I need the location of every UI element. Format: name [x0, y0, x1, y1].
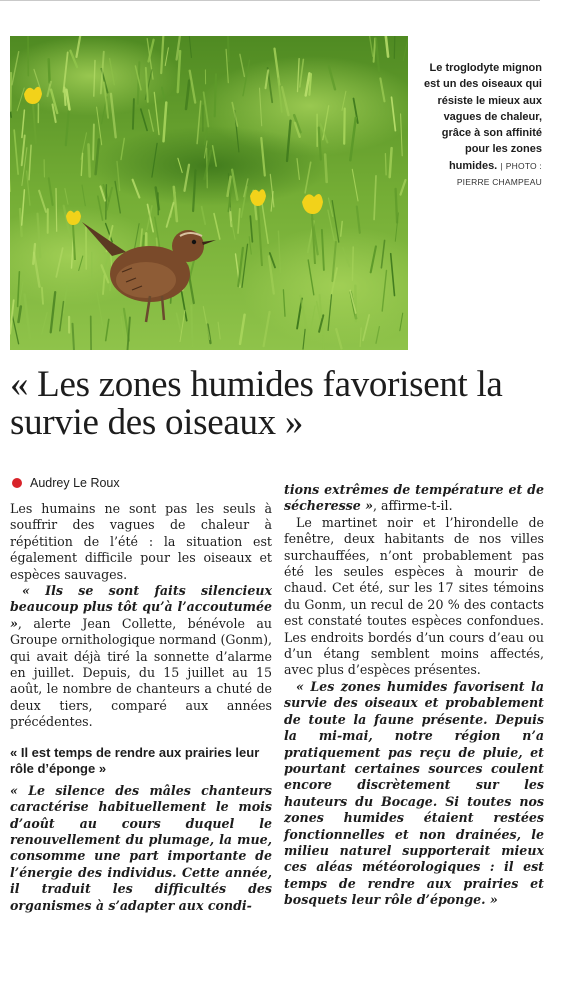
- left-column: [10, 474, 272, 914]
- quote-text: tions extrêmes de température et de sécheresse »: [284, 482, 544, 514]
- paragraph-quote-collette: [10, 583, 272, 731]
- quote-text: « Les zones humides favorisent la survie des oiseaux et probablement de toute la faune présente. Depuis la mi-mai, notre région n’a pratiquement pas reçu de pluie, et pourtant certaines sources coulent encore discrètement sur les hauteurs du Bocage. Si toutes nos zones humides étaient restées fonctionnelles et non drainées, le milieu naturel supporterait mieux ces aléas météorologiques : il est temps de rendre aux prairies et bosquets leur rôle d’éponge. »: [284, 678, 544, 908]
- right-column: [284, 482, 544, 909]
- subheading: « Il est temps de rendre aux prairies leur rôle d’éponge »: [10, 744, 260, 776]
- paragraph-martinet: Le martinet noir et l’hirondelle de fenêtre, deux habitants de nos villes surchauffées, n’ont probablement pas été les seules espèces à mourir de chaud. Cet été, sur les 17 sites témoins du Gonm, un recul de 20 % des contacts est constaté toutes espèces confondues. Les endroits bordés d’un cours d’eau ou d’un étang semblent moins affectés, avec plus d’espèces présentes.: [284, 514, 544, 678]
- top-rule: [0, 0, 540, 1]
- paragraph-quote-wetlands: [284, 679, 544, 909]
- photo-caption: [422, 60, 542, 190]
- caption-text: Le troglodyte mignon est un des oiseaux qui résiste le mieux aux vagues de chaleur, grâce à son affinité pour les zones humides.: [424, 62, 542, 172]
- author-name: Audrey Le Roux: [30, 475, 120, 490]
- wren-on-grass-photo-icon: [10, 36, 408, 350]
- paragraph-continued: [284, 482, 544, 515]
- paragraph-intro: Les humains ne sont pas les seuls à souffrir des vagues de chaleur à répétition de l’été : la situation est également difficile pour les oiseaux et espèces sauvages.: [10, 501, 272, 582]
- paragraph-text: , affirme-t-il.: [373, 498, 453, 514]
- photo-credit: PHOTO : PIERRE CHAMPEAU: [456, 160, 542, 188]
- caption-separator: |: [500, 160, 503, 171]
- author-dot-icon: [12, 478, 22, 488]
- author-byline: [10, 474, 272, 492]
- headline: « Les zones humides favorisent la survie des oiseaux »: [10, 364, 503, 443]
- quote-text: « Le silence des mâles chanteurs caractérise habituellement le mois d’août au cours duquel le renouvellement du plumage, la mue, consomme une part importante de l’énergie des individus. Cette année, il traduit les difficultés des organismes à s’adapter aux condi-: [10, 782, 272, 913]
- quote-text: « Ils se sont faits silencieux beaucoup plus tôt qu’à l’accoutumée »: [10, 583, 272, 631]
- photo: [10, 36, 408, 350]
- paragraph-text: , alerte Jean Collette, bénévole au Groupe ornithologique normand (Gonm), qui avait déjà tiré la sonnette d’alarme en juillet. Depuis, du 15 juillet au 15 août, le nombre de chanteurs a chuté de deux tiers, comparé aux années précédentes.: [10, 615, 272, 730]
- paragraph-quote-silence: [10, 783, 272, 914]
